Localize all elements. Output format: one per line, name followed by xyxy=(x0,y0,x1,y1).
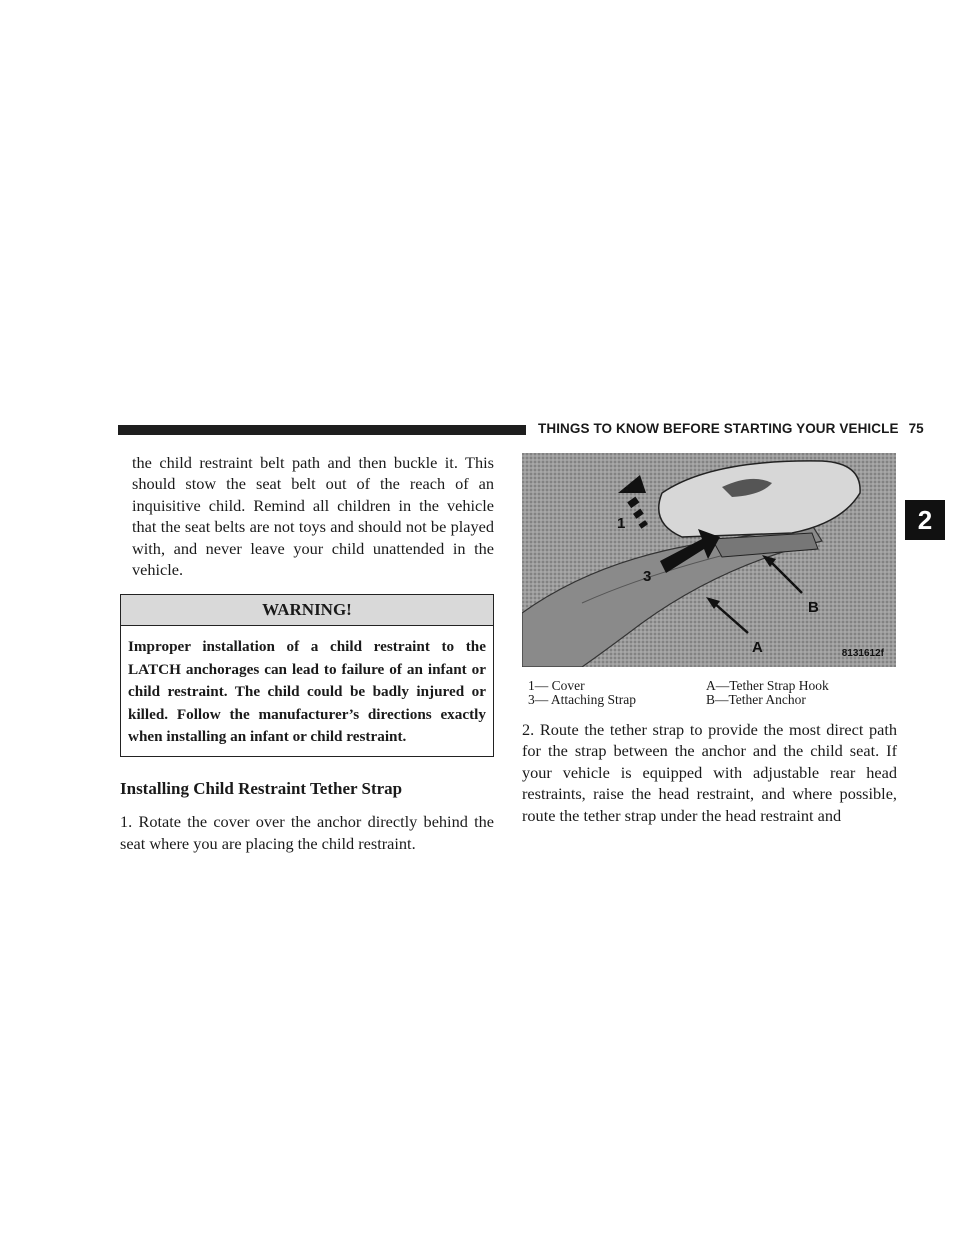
step-1-paragraph: 1. Rotate the cover over the anchor directly behind the seat where you are placing the child restraint. xyxy=(120,812,494,853)
illustration-drawing xyxy=(522,453,896,667)
legend-item: A—Tether Strap Hook xyxy=(706,678,829,693)
figure-label-3: 3 xyxy=(643,568,652,585)
warning-title: WARNING! xyxy=(121,595,493,626)
header-rule xyxy=(118,425,526,435)
section-heading: Installing Child Restraint Tether Strap xyxy=(120,779,403,799)
legend-item: 3— Attaching Strap xyxy=(528,692,636,707)
warning-box xyxy=(120,594,494,757)
figure-label-a: A xyxy=(752,639,763,656)
step-2-paragraph: 2. Route the tether strap to provide the most direct path for the strap between the anchor and the child seat. If your vehicle is equipped with adjustable rear head restraints, raise the head restraint, and where possible, route the tether strap under the head restraint and xyxy=(522,720,897,825)
figure-legend xyxy=(522,679,897,707)
legend-item: B—Tether Anchor xyxy=(706,692,806,707)
left-column xyxy=(120,452,494,854)
right-column xyxy=(522,453,897,826)
page-number: 75 xyxy=(908,421,924,436)
intro-paragraph: the child restraint belt path and then buckle it. This should stow the seat belt out of the reach of an inquisitive child. Remind all children in the vehicle that the seat belts are not toys and should not be played with, and never leave your child unattended in the vehicle. xyxy=(132,453,494,580)
legend-item: 1— Cover xyxy=(528,678,585,693)
running-header xyxy=(538,421,924,436)
section-title: THINGS TO KNOW BEFORE STARTING YOUR VEHICLE xyxy=(538,421,899,436)
figure-label-1: 1 xyxy=(617,515,626,532)
tether-anchor-illustration xyxy=(522,453,896,667)
warning-body: Improper installation of a child restraint to the LATCH anchorages can lead to failure of an infant or child restraint. The child could be badly injured or killed. Follow the manufacturer’s directions exactly when installing an infant or child restraint. xyxy=(128,638,486,746)
chapter-tab: 2 xyxy=(905,500,945,540)
figure-code: 8131612f xyxy=(841,648,884,659)
figure-label-b: B xyxy=(808,599,819,616)
